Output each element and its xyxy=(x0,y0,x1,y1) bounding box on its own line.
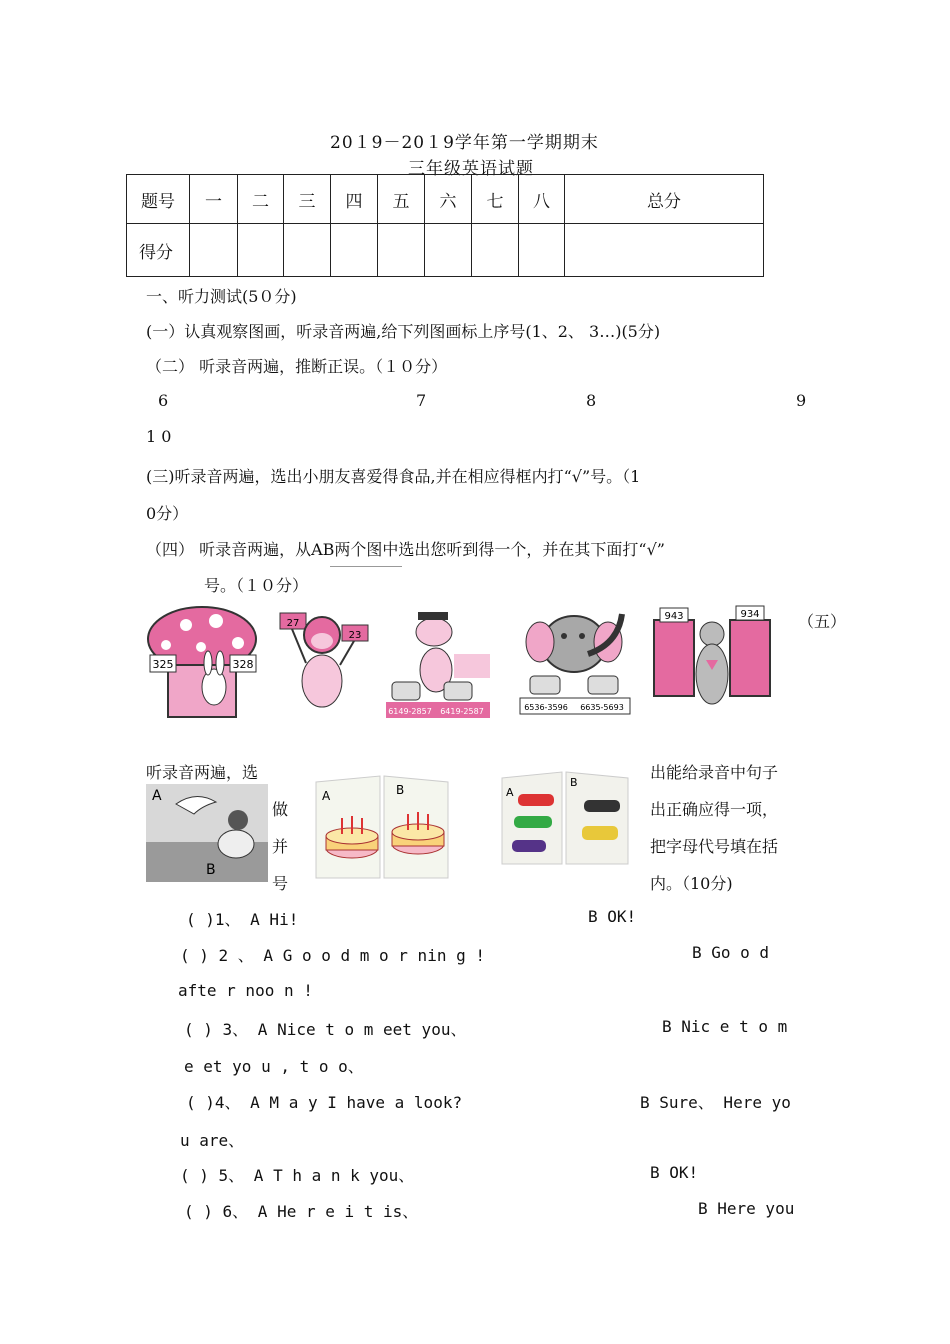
header-cell-tihao: 题号 xyxy=(127,175,190,224)
question-3-cont: e et yo u , t o o、 xyxy=(184,1057,364,1076)
score-input-6[interactable] xyxy=(425,224,472,277)
section-5-mid-3: 号 xyxy=(272,874,289,893)
header-cell-1: 一 xyxy=(190,175,238,224)
question-3-a: ( ) 3、 A Nice t o m eet you、 xyxy=(184,1020,467,1039)
phone-number-2b: 6635-5693 xyxy=(580,703,624,712)
question-2-b: B Go o d xyxy=(692,943,770,962)
pig-telephone-picture xyxy=(384,608,492,720)
score-input-8[interactable] xyxy=(519,224,565,277)
score-input-7[interactable] xyxy=(472,224,519,277)
question-2-a: ( ) 2 、 A G o o d m o r nin g ! xyxy=(180,946,485,965)
phone-number-2a: 6536-3596 xyxy=(524,703,568,712)
monkey-sign-a: 27 xyxy=(286,618,300,629)
label-b-2: B xyxy=(396,783,405,797)
question-1-a: ( )1、 A Hi! xyxy=(186,910,299,929)
section-5-right-2: 出正确应得一项， xyxy=(650,800,779,819)
number-7: 7 xyxy=(416,391,427,410)
birthday-cakes-picture xyxy=(312,774,452,882)
monkey-sign-b: 23 xyxy=(348,630,362,641)
header-cell-total: 总分 xyxy=(565,175,764,224)
header-cell-4: 四 xyxy=(331,175,378,224)
question-4-b: B Sure、 Here yo xyxy=(640,1093,791,1112)
bird-duck-picture xyxy=(146,784,268,882)
label-a-3: A xyxy=(506,786,514,799)
monkey-picture xyxy=(276,603,376,719)
question-4-cont: u are、 xyxy=(180,1131,245,1150)
number-8: 8 xyxy=(586,391,597,410)
section-5-mid-1: 做 xyxy=(272,800,289,819)
score-input-total[interactable] xyxy=(565,224,764,277)
question-6-a: ( ) 6、 A He r e i t is、 xyxy=(184,1202,419,1221)
section-1-part-4-line-2: 号。（１０分） xyxy=(204,576,309,595)
label-a-1: A xyxy=(152,788,162,804)
header-cell-6: 六 xyxy=(425,175,472,224)
section-1-part-4-line-1: （四） 听录音两遍，从AB两个图中选出您听到得一个，并在其下面打“√” xyxy=(146,540,665,559)
score-input-1[interactable] xyxy=(190,224,238,277)
title-line-1: 20１9－20１9学年第一学期期末 xyxy=(330,133,599,153)
score-input-4[interactable] xyxy=(331,224,378,277)
header-cell-8: 八 xyxy=(519,175,565,224)
number-10: 1 0 xyxy=(146,427,172,446)
score-table xyxy=(126,174,764,277)
score-input-5[interactable] xyxy=(378,224,425,277)
phone-number-1a: 6149-2857 xyxy=(388,707,432,716)
phone-number-1b: 6419-2587 xyxy=(440,707,484,716)
section-5-right-4: 内。（10分) xyxy=(650,874,733,893)
section-1-part-3-line-2: 0分） xyxy=(146,504,189,523)
label-b-1: B xyxy=(206,862,216,878)
label-a-2: A xyxy=(322,789,331,803)
question-5-b: B OK! xyxy=(650,1163,699,1182)
title-line-2: 三年级英语试题 xyxy=(408,159,534,179)
score-input-2[interactable] xyxy=(238,224,284,277)
header-cell-2: 二 xyxy=(238,175,284,224)
kangaroo-doors-picture xyxy=(650,604,774,718)
question-1-b: B OK! xyxy=(588,907,637,926)
question-6-b: B Here you xyxy=(698,1199,795,1218)
house-number-a: 325 xyxy=(152,658,174,671)
label-b-3: B xyxy=(570,776,578,789)
question-4-a: ( )4、 A M a y I have a look? xyxy=(186,1093,463,1112)
section-1-part-2: （二） 听录音两遍，推断正误。（１０分） xyxy=(146,357,448,376)
elephant-telephone-picture xyxy=(518,604,632,718)
section-1-part-1: (一）认真观察图画，听录音两遍,给下列图画标上序号(1、2、 3…)(5分) xyxy=(146,322,661,341)
section-1-heading: 一、听力测试(5０分) xyxy=(146,287,297,306)
divider-line xyxy=(330,566,402,567)
section-5-right-3: 把字母代号填在括 xyxy=(650,837,779,856)
number-9: 9 xyxy=(796,391,807,410)
house-number-b: 328 xyxy=(232,658,254,671)
question-5-a: ( ) 5、 A T h a n k you、 xyxy=(180,1166,415,1185)
door-number-b: 934 xyxy=(740,609,760,620)
header-cell-7: 七 xyxy=(472,175,519,224)
toy-cars-picture xyxy=(498,770,632,866)
mushroom-house-picture xyxy=(146,603,258,719)
section-5-right-1: 出能给录音中句子 xyxy=(650,763,779,782)
header-cell-3: 三 xyxy=(284,175,331,224)
number-6: 6 xyxy=(158,391,169,410)
row-label-defen: 得分 xyxy=(127,224,190,277)
section-5-left-text: 听录音两遍，选 xyxy=(146,763,259,782)
header-cell-5: 五 xyxy=(378,175,425,224)
door-number-a: 943 xyxy=(664,611,684,622)
question-3-b: B Nic e t o m xyxy=(662,1017,788,1036)
section-5-mid-2: 并 xyxy=(272,837,289,856)
section-1-part-5-tag: （五） xyxy=(798,612,847,631)
section-1-part-3-line-1: (三)听录音两遍，选出小朋友喜爱得食品,并在相应得框内打“√”号。（1 xyxy=(146,467,641,486)
question-2-cont: afte r noo n ! xyxy=(178,981,313,1000)
score-input-3[interactable] xyxy=(284,224,331,277)
